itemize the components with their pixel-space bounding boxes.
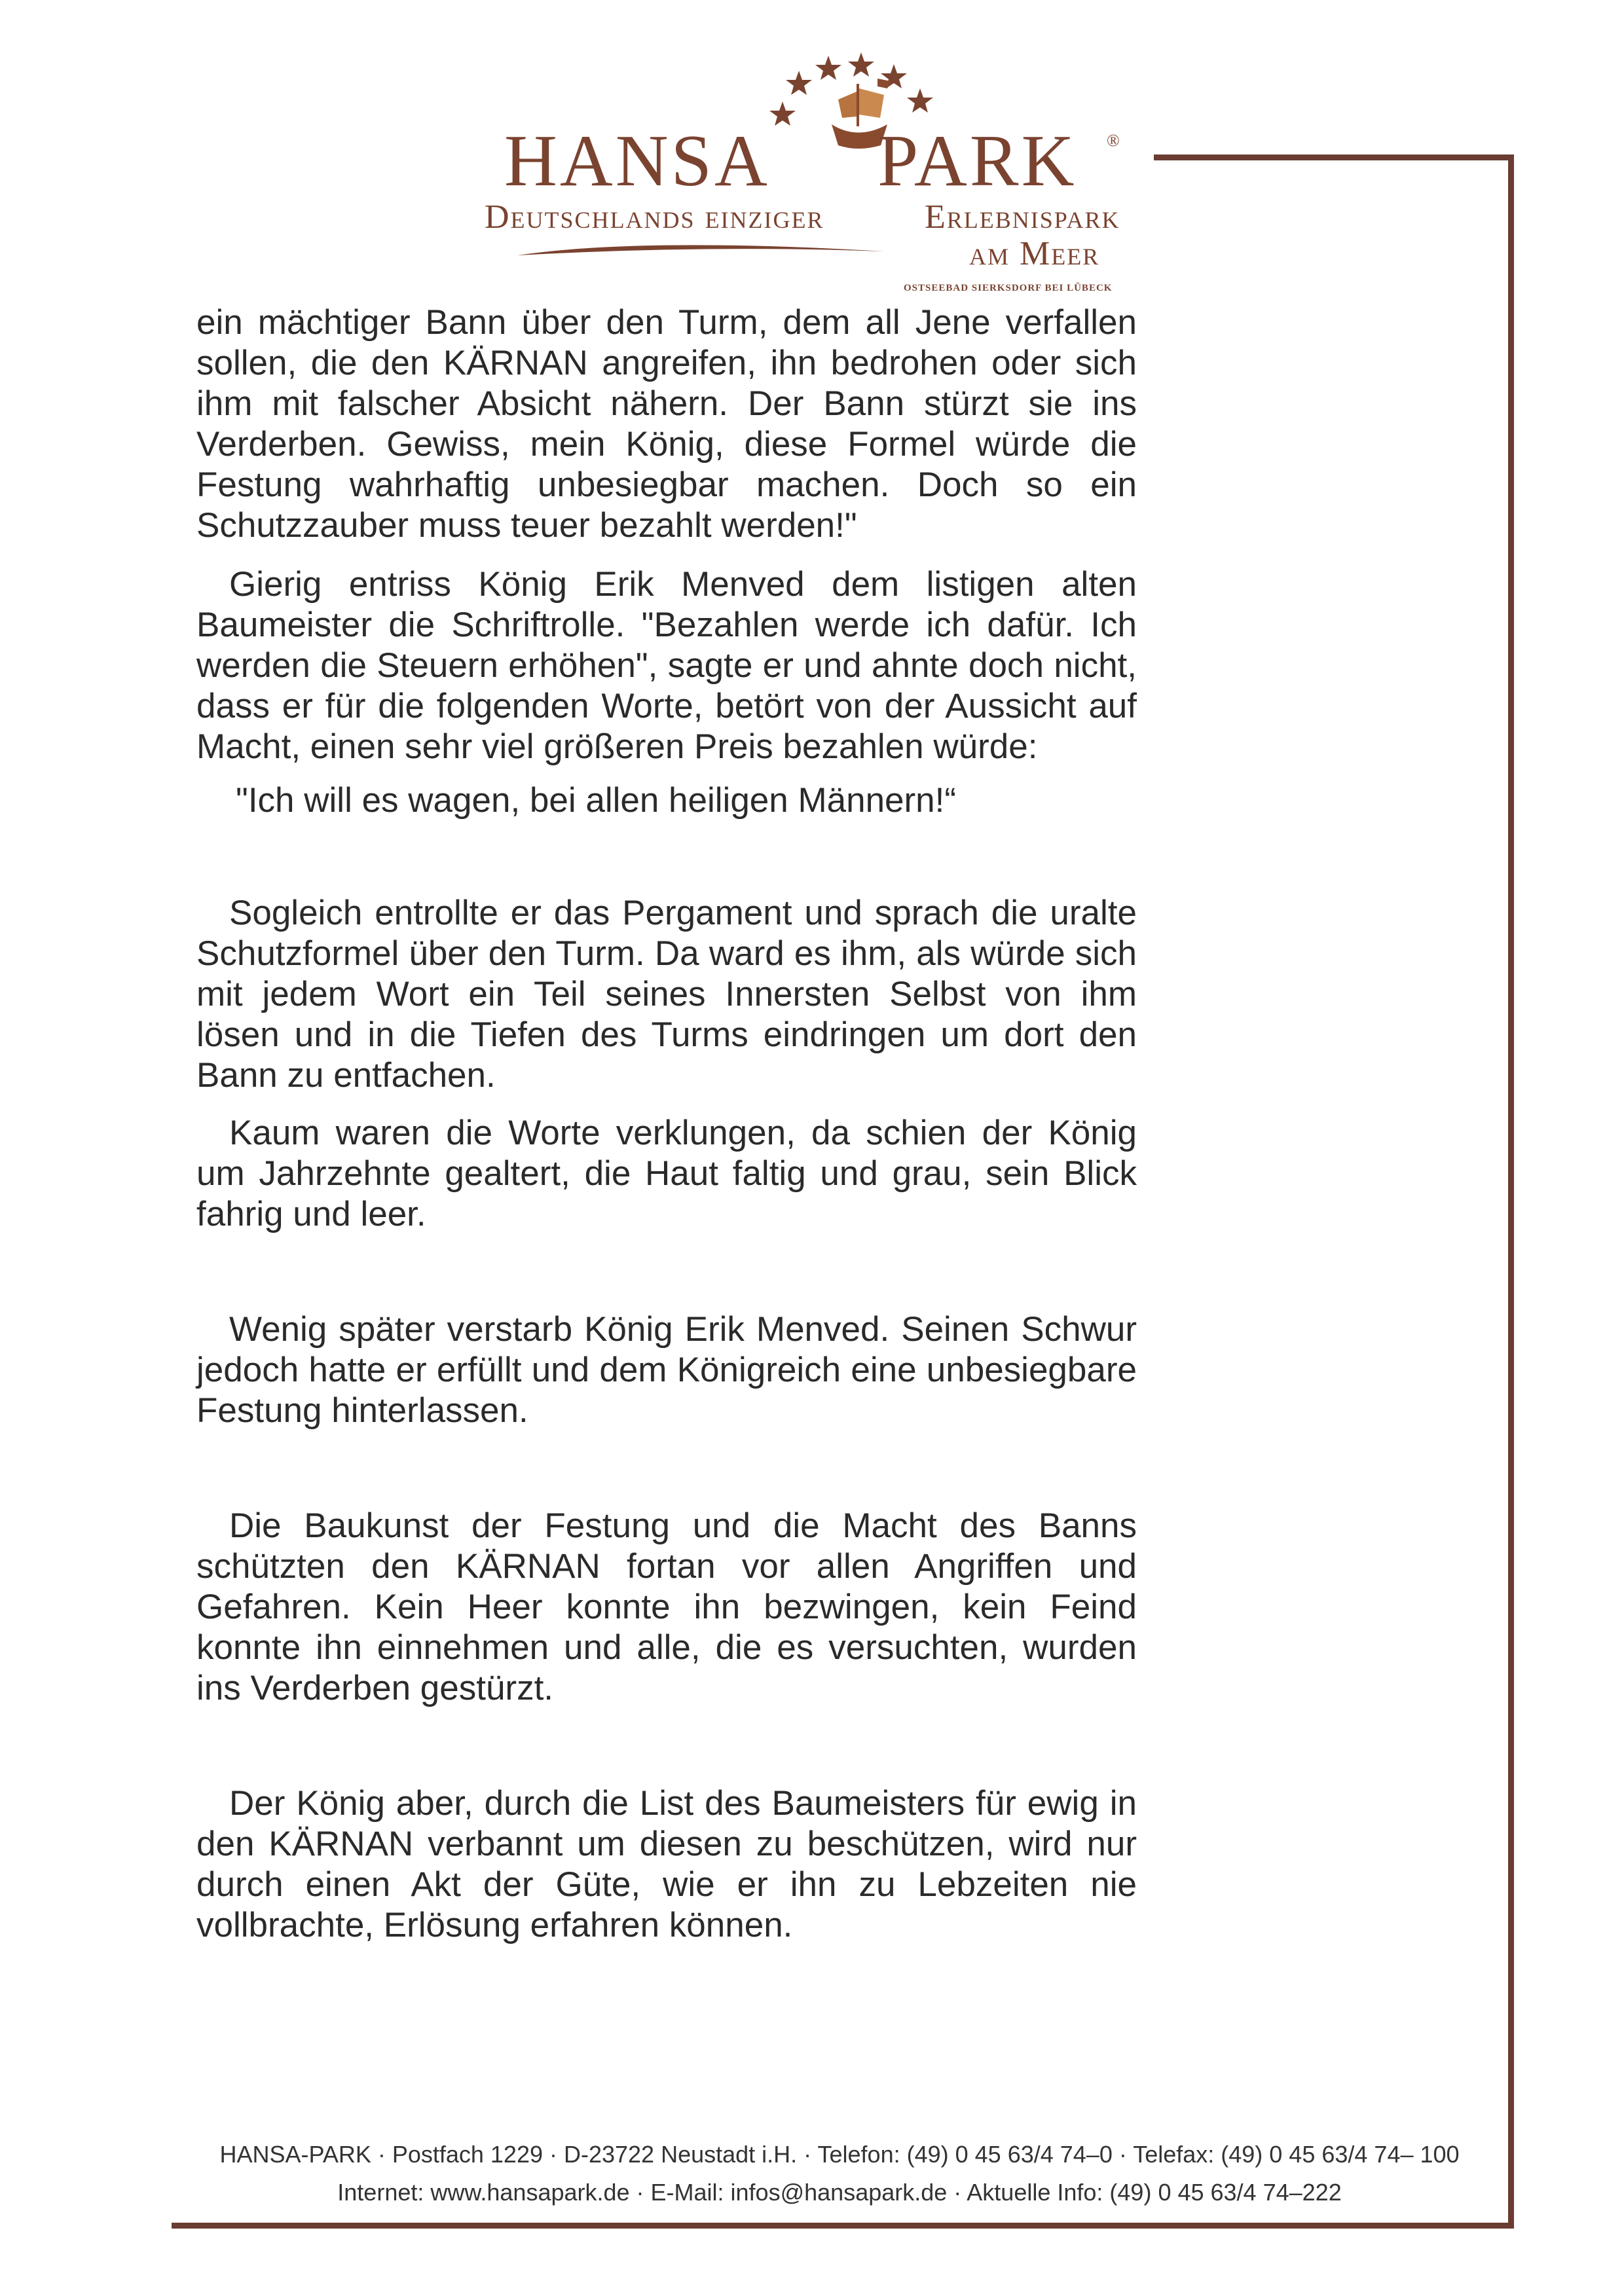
star-icon	[786, 71, 812, 95]
frame-top-rule	[1154, 155, 1514, 160]
footer-contact-line: Internet: www.hansapark.de · E-Mail: infos@hansapark.de · Aktuelle Info: (49) 0 45 63/4 74–222	[337, 2179, 1342, 2206]
star-icon	[769, 101, 796, 126]
registered-mark: ®	[1107, 131, 1120, 150]
paragraph-3: Sogleich entrollte er das Pergament und sprach die uralte Schutzformel über den Turm. Da ward es ihm, als würde sich mit jedem Wort ein Teil seines Innersten Selbst von ihm lösen und in die Tiefen des Turms eindringen um dort den Bann zu entfachen.	[196, 894, 1137, 1095]
frame-bottom-rule	[172, 2223, 1514, 2229]
tagline-right-2: am Meer	[969, 235, 1100, 272]
letterhead-footer	[172, 2136, 1507, 2212]
footer-address-line: HANSA-PARK · Postfach 1229 · D-23722 Neustadt i.H. · Telefon: (49) 0 45 63/4 74–0 · Telefax: (49) 0 45 63/4 74– 100	[219, 2141, 1460, 2168]
paragraph-7: Der König aber, durch die List des Baumeisters für ewig in den KÄRNAN verbannt um diesen zu beschützen, wird nur durch einen Akt der Güte, wie er ihn zu Lebzeiten nie vollbrachte, Erlösung erfahren können.	[196, 1784, 1137, 1944]
quote-line: "Ich will es wagen, bei allen heiligen Männern!“	[236, 781, 957, 820]
star-icon	[815, 56, 841, 80]
paragraph-5: Wenig später verstarb König Erik Menved. Seinen Schwur jedoch hatte er erfüllt und dem Königreich eine unbesiegbare Festung hinterlassen.	[196, 1310, 1137, 1430]
paragraph-1: ein mächtiger Bann über den Turm, dem all Jene verfallen sollen, die den KÄRNAN angreifen, ihn bedrohen oder sich ihm mit falscher Absicht nähern. Der Bann stürzt sie ins Verderben. Gewiss, mein König, diese Formel würde die Festung wahrhaftig unbesiegbar machen. Doch so ein Schutzzauber muss teuer bezahlt werden!"	[196, 303, 1137, 545]
frame-right-rule	[1508, 155, 1514, 2229]
star-icon	[848, 52, 874, 77]
brand-name-right: PARK	[877, 120, 1077, 202]
star-icon	[907, 88, 933, 113]
brand-name-left: HANSA	[504, 120, 770, 202]
paragraph-4: Kaum waren die Worte verklungen, da schien der König um Jahrzehnte gealtert, die Haut faltig und grau, sein Blick fahrig und leer.	[196, 1114, 1137, 1233]
location-line: OSTSEEBAD SIERKSDORF BEI LÜBECK	[904, 283, 1113, 293]
story-text	[196, 302, 1137, 1946]
paragraph-2: Gierig entriss König Erik Menved dem listigen alten Baumeister die Schriftrolle. "Bezahlen werde ich dafür. Ich werden die Steuern erhöhen", sagte er und ahnte doch nicht, dass er für die folgenden Worte, betört von der Aussicht auf Macht, einen sehr viel größeren Preis bezahlen würde:	[196, 565, 1137, 766]
paragraph-6: Die Baukunst der Festung und die Macht des Banns schützten den KÄRNAN fortan vor allen Angriffen und Gefahren. Kein Heer konnte ihn bezwingen, kein Feind konnte ihn einnehmen und alle, die es versuchten, wurden ins Verderben gestürzt.	[196, 1506, 1137, 1707]
hansa-park-logo	[485, 26, 1166, 293]
wave-swoosh-icon	[511, 236, 891, 262]
tagline-right-1: Erlebnispark	[925, 198, 1120, 236]
tagline-left: Deutschlands einziger	[485, 198, 824, 236]
